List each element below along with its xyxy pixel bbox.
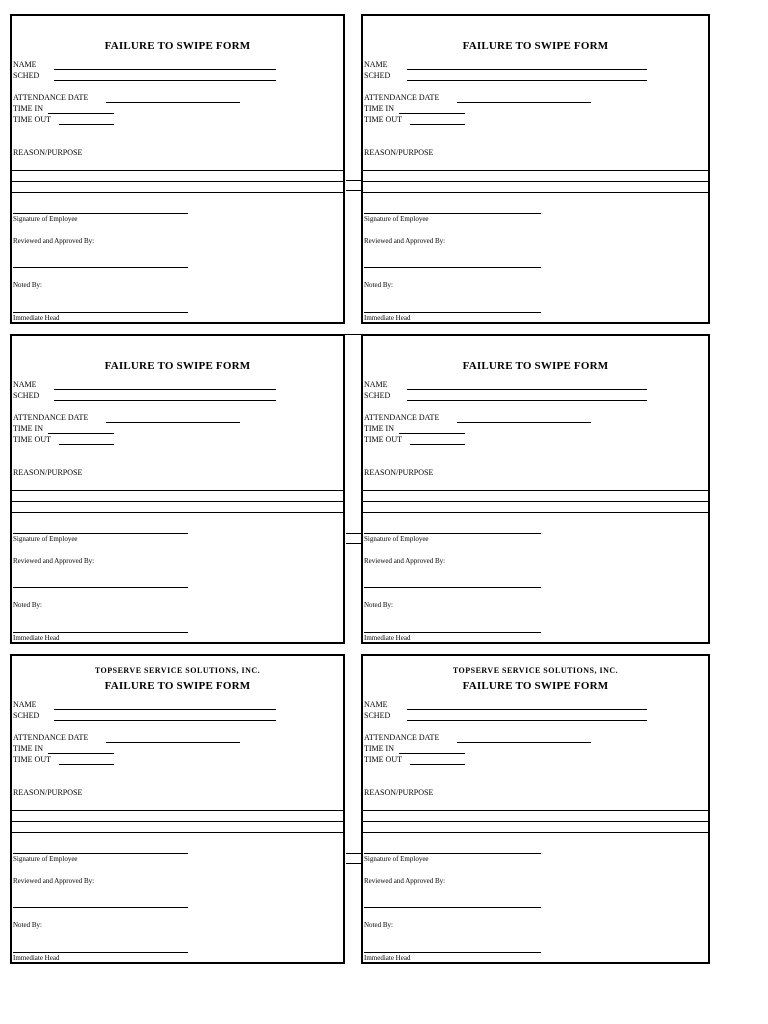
swipe-form-card xyxy=(10,654,345,964)
time-out-label: TIME OUT xyxy=(13,115,51,124)
head-signature-line[interactable] xyxy=(13,952,188,953)
time-in-label: TIME IN xyxy=(13,744,43,753)
name-label: NAME xyxy=(13,700,37,709)
name-label: NAME xyxy=(364,700,388,709)
time-out-field[interactable] xyxy=(410,764,465,765)
time-in-field[interactable] xyxy=(399,113,465,114)
signature-label: Signature of Employee xyxy=(364,855,429,863)
grid-divider xyxy=(346,180,362,181)
attendance-date-label: ATTENDANCE DATE xyxy=(364,733,440,742)
grid-divider xyxy=(346,533,362,534)
reason-line[interactable] xyxy=(12,501,343,502)
name-field[interactable] xyxy=(54,389,276,390)
reason-line[interactable] xyxy=(12,810,343,811)
immediate-head-label: Immediate Head xyxy=(364,314,411,322)
name-label: NAME xyxy=(13,60,37,69)
attendance-date-field[interactable] xyxy=(106,742,240,743)
swipe-form-card xyxy=(10,14,345,324)
name-field[interactable] xyxy=(407,69,647,70)
reason-line[interactable] xyxy=(12,192,343,193)
immediate-head-label: Immediate Head xyxy=(13,314,60,322)
time-out-field[interactable] xyxy=(59,764,114,765)
reason-label: REASON/PURPOSE xyxy=(364,468,434,477)
approver-signature-line[interactable] xyxy=(364,587,541,588)
swipe-form-card xyxy=(361,334,710,644)
reason-line[interactable] xyxy=(363,501,708,502)
head-signature-line[interactable] xyxy=(13,312,188,313)
time-in-label: TIME IN xyxy=(364,424,394,433)
reason-line[interactable] xyxy=(363,170,708,171)
reason-line[interactable] xyxy=(363,832,708,833)
sched-field[interactable] xyxy=(407,400,647,401)
noted-by-label: Noted By: xyxy=(364,601,393,609)
noted-by-label: Noted By: xyxy=(364,281,393,289)
signature-label: Signature of Employee xyxy=(364,535,429,543)
attendance-date-label: ATTENDANCE DATE xyxy=(13,413,89,422)
attendance-date-field[interactable] xyxy=(457,422,591,423)
time-out-field[interactable] xyxy=(410,444,465,445)
sched-field[interactable] xyxy=(54,400,276,401)
signature-label: Signature of Employee xyxy=(364,215,429,223)
time-out-field[interactable] xyxy=(59,444,114,445)
reason-line[interactable] xyxy=(363,512,708,513)
time-in-field[interactable] xyxy=(399,753,465,754)
swipe-form-card xyxy=(10,334,345,644)
employee-signature-line[interactable] xyxy=(364,853,541,854)
grid-divider xyxy=(346,863,362,864)
sched-field[interactable] xyxy=(407,720,647,721)
reviewed-label: Reviewed and Approved By: xyxy=(364,877,446,885)
name-label: NAME xyxy=(13,380,37,389)
name-field[interactable] xyxy=(54,69,276,70)
time-out-label: TIME OUT xyxy=(364,755,402,764)
approver-signature-line[interactable] xyxy=(364,267,541,268)
sched-field[interactable] xyxy=(54,720,276,721)
time-out-label: TIME OUT xyxy=(13,755,51,764)
head-signature-line[interactable] xyxy=(364,632,541,633)
form-title: FAILURE TO SWIPE FORM xyxy=(104,360,251,372)
reason-label: REASON/PURPOSE xyxy=(364,148,434,157)
swipe-form-card xyxy=(361,654,710,964)
immediate-head-label: Immediate Head xyxy=(364,954,411,962)
head-signature-line[interactable] xyxy=(364,312,541,313)
reviewed-label: Reviewed and Approved By: xyxy=(13,237,95,245)
employee-signature-line[interactable] xyxy=(364,533,541,534)
reason-line[interactable] xyxy=(363,810,708,811)
signature-label: Signature of Employee xyxy=(13,535,78,543)
reason-label: REASON/PURPOSE xyxy=(364,788,434,797)
time-out-field[interactable] xyxy=(410,124,465,125)
noted-by-label: Noted By: xyxy=(13,281,42,289)
reason-label: REASON/PURPOSE xyxy=(13,468,83,477)
reason-label: REASON/PURPOSE xyxy=(13,788,83,797)
time-out-label: TIME OUT xyxy=(13,435,51,444)
sched-label: SCHED xyxy=(13,711,40,720)
form-title: FAILURE TO SWIPE FORM xyxy=(462,40,609,52)
time-in-field[interactable] xyxy=(48,113,114,114)
name-label: NAME xyxy=(364,60,388,69)
reason-line[interactable] xyxy=(363,181,708,182)
reason-line[interactable] xyxy=(12,512,343,513)
reason-line[interactable] xyxy=(363,821,708,822)
sched-label: SCHED xyxy=(364,391,391,400)
noted-by-label: Noted By: xyxy=(13,601,42,609)
form-title: FAILURE TO SWIPE FORM xyxy=(104,680,251,692)
sched-field[interactable] xyxy=(54,80,276,81)
approver-signature-line[interactable] xyxy=(13,267,188,268)
reason-line[interactable] xyxy=(12,490,343,491)
approver-signature-line[interactable] xyxy=(13,587,188,588)
name-field[interactable] xyxy=(407,389,647,390)
immediate-head-label: Immediate Head xyxy=(364,634,411,642)
time-out-label: TIME OUT xyxy=(364,115,402,124)
employee-signature-line[interactable] xyxy=(13,533,188,534)
grid-divider xyxy=(346,190,362,191)
attendance-date-field[interactable] xyxy=(457,742,591,743)
time-out-label: TIME OUT xyxy=(364,435,402,444)
swipe-form-card xyxy=(361,14,710,324)
reason-line[interactable] xyxy=(12,181,343,182)
time-in-label: TIME IN xyxy=(364,104,394,113)
reviewed-label: Reviewed and Approved By: xyxy=(13,877,95,885)
name-field[interactable] xyxy=(407,709,647,710)
grid-divider xyxy=(346,543,362,544)
employee-signature-line[interactable] xyxy=(364,213,541,214)
sched-field[interactable] xyxy=(407,80,647,81)
form-title: FAILURE TO SWIPE FORM xyxy=(462,360,609,372)
time-in-label: TIME IN xyxy=(364,744,394,753)
attendance-date-field[interactable] xyxy=(106,102,240,103)
name-label: NAME xyxy=(364,380,388,389)
company-name: TOPSERVE SERVICE SOLUTIONS, INC. xyxy=(452,666,619,675)
attendance-date-label: ATTENDANCE DATE xyxy=(13,733,89,742)
reason-line[interactable] xyxy=(363,192,708,193)
attendance-date-field[interactable] xyxy=(457,102,591,103)
reviewed-label: Reviewed and Approved By: xyxy=(364,237,446,245)
head-signature-line[interactable] xyxy=(364,952,541,953)
name-field[interactable] xyxy=(54,709,276,710)
noted-by-label: Noted By: xyxy=(364,921,393,929)
approver-signature-line[interactable] xyxy=(13,907,188,908)
employee-signature-line[interactable] xyxy=(13,853,188,854)
form-title: FAILURE TO SWIPE FORM xyxy=(104,40,251,52)
head-signature-line[interactable] xyxy=(13,632,188,633)
reason-line[interactable] xyxy=(12,832,343,833)
time-in-field[interactable] xyxy=(48,433,114,434)
sched-label: SCHED xyxy=(13,391,40,400)
form-title: FAILURE TO SWIPE FORM xyxy=(462,680,609,692)
company-name: TOPSERVE SERVICE SOLUTIONS, INC. xyxy=(94,666,261,675)
noted-by-label: Noted By: xyxy=(13,921,42,929)
signature-label: Signature of Employee xyxy=(13,855,78,863)
sched-label: SCHED xyxy=(13,71,40,80)
signature-label: Signature of Employee xyxy=(13,215,78,223)
attendance-date-field[interactable] xyxy=(106,422,240,423)
reviewed-label: Reviewed and Approved By: xyxy=(364,557,446,565)
reason-line[interactable] xyxy=(12,821,343,822)
immediate-head-label: Immediate Head xyxy=(13,634,60,642)
time-in-field[interactable] xyxy=(48,753,114,754)
time-in-label: TIME IN xyxy=(13,104,43,113)
immediate-head-label: Immediate Head xyxy=(13,954,60,962)
reason-line[interactable] xyxy=(363,490,708,491)
attendance-date-label: ATTENDANCE DATE xyxy=(13,93,89,102)
sched-label: SCHED xyxy=(364,711,391,720)
attendance-date-label: ATTENDANCE DATE xyxy=(364,413,440,422)
time-in-field[interactable] xyxy=(399,433,465,434)
reason-label: REASON/PURPOSE xyxy=(13,148,83,157)
attendance-date-label: ATTENDANCE DATE xyxy=(364,93,440,102)
reason-line[interactable] xyxy=(12,170,343,171)
employee-signature-line[interactable] xyxy=(13,213,188,214)
approver-signature-line[interactable] xyxy=(364,907,541,908)
time-in-label: TIME IN xyxy=(13,424,43,433)
time-out-field[interactable] xyxy=(59,124,114,125)
grid-divider xyxy=(346,853,362,854)
sched-label: SCHED xyxy=(364,71,391,80)
reviewed-label: Reviewed and Approved By: xyxy=(13,557,95,565)
